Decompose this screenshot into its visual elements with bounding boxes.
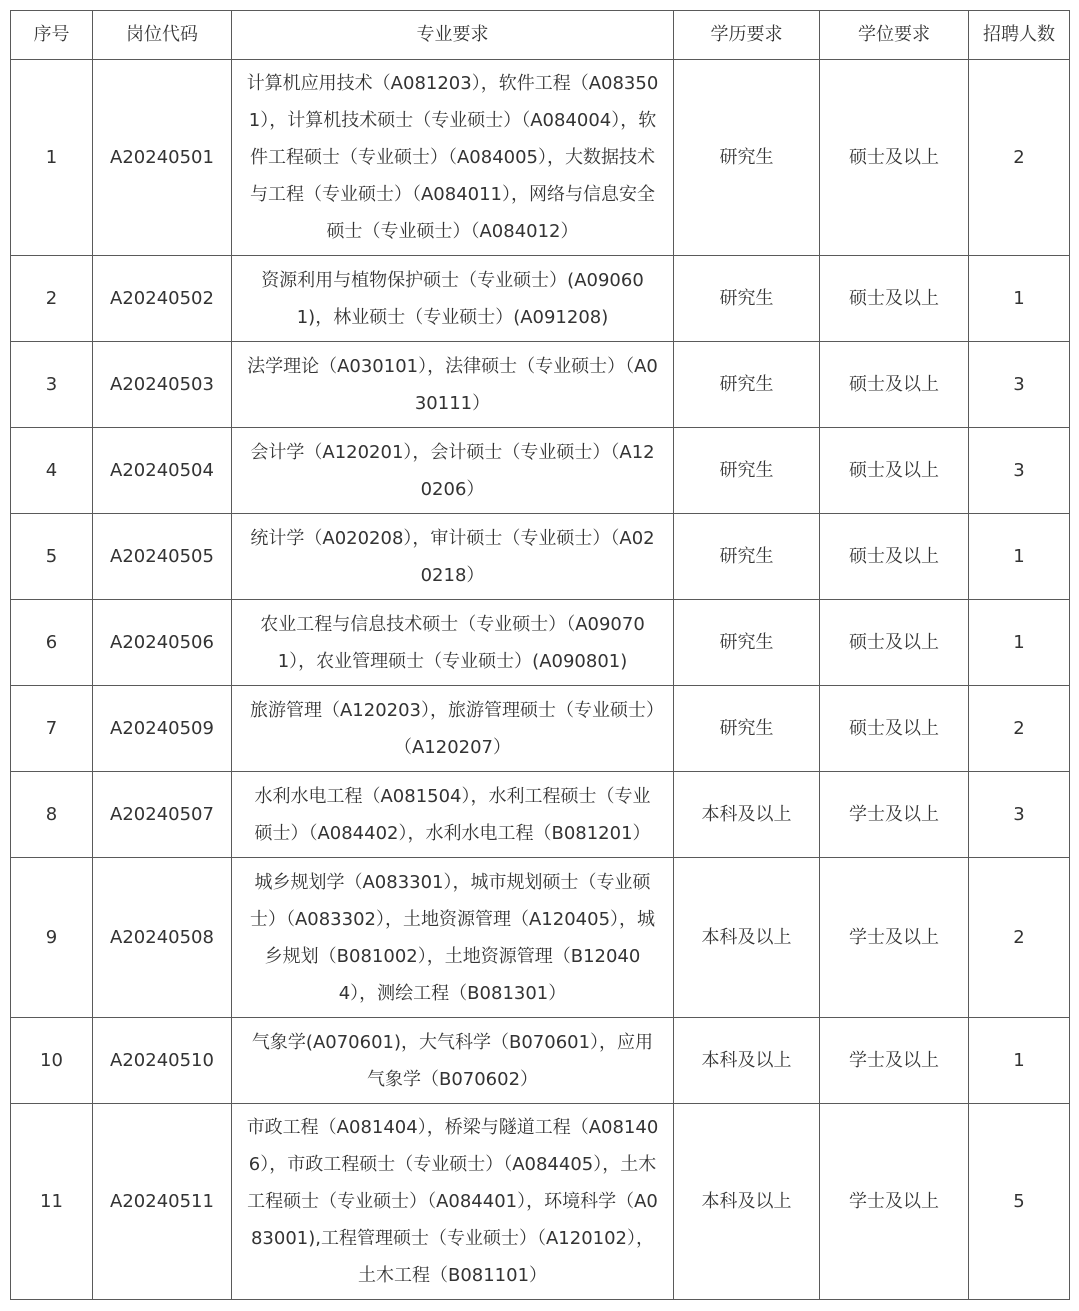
cell-no: 2 bbox=[11, 256, 93, 342]
cell-major: 资源利用与植物保护硕士（专业硕士）(A090601)，林业硕士（专业硕士）(A091208) bbox=[232, 256, 674, 342]
table-row bbox=[11, 514, 1070, 600]
recruitment-table-container bbox=[10, 10, 1069, 1300]
cell-education: 本科及以上 bbox=[674, 1018, 820, 1104]
cell-degree: 学士及以上 bbox=[820, 1018, 969, 1104]
cell-code: A20240509 bbox=[93, 686, 232, 772]
header-degree: 学位要求 bbox=[820, 11, 969, 60]
table-row bbox=[11, 686, 1070, 772]
cell-count: 1 bbox=[969, 256, 1070, 342]
table-header bbox=[11, 11, 1070, 60]
cell-major: 市政工程（A081404），桥梁与隧道工程（A081406），市政工程硕士（专业硕士）（A084405），土木工程硕士（专业硕士）（A084401），环境科学（A083001),工程管理硕士（专业硕士）（A120102），土木工程（B081101） bbox=[232, 1104, 674, 1300]
cell-major: 城乡规划学（A083301），城市规划硕士（专业硕士）（A083302），土地资源管理（A120405），城乡规划（B081002），土地资源管理（B120404），测绘工程（B081301） bbox=[232, 858, 674, 1018]
cell-count: 1 bbox=[969, 600, 1070, 686]
cell-count: 1 bbox=[969, 514, 1070, 600]
cell-no: 1 bbox=[11, 60, 93, 256]
cell-count: 3 bbox=[969, 772, 1070, 858]
cell-degree: 学士及以上 bbox=[820, 858, 969, 1018]
cell-major: 水利水电工程（A081504），水利工程硕士（专业硕士）（A084402），水利水电工程（B081201） bbox=[232, 772, 674, 858]
cell-education: 本科及以上 bbox=[674, 1104, 820, 1300]
cell-no: 3 bbox=[11, 342, 93, 428]
cell-no: 7 bbox=[11, 686, 93, 772]
cell-code: A20240505 bbox=[93, 514, 232, 600]
cell-count: 3 bbox=[969, 428, 1070, 514]
table-row bbox=[11, 858, 1070, 1018]
cell-education: 研究生 bbox=[674, 514, 820, 600]
table-row bbox=[11, 342, 1070, 428]
cell-degree: 硕士及以上 bbox=[820, 60, 969, 256]
header-major: 专业要求 bbox=[232, 11, 674, 60]
cell-no: 9 bbox=[11, 858, 93, 1018]
table-row bbox=[11, 256, 1070, 342]
cell-degree: 学士及以上 bbox=[820, 772, 969, 858]
cell-degree: 硕士及以上 bbox=[820, 686, 969, 772]
cell-count: 5 bbox=[969, 1104, 1070, 1300]
cell-degree: 硕士及以上 bbox=[820, 342, 969, 428]
cell-degree: 学士及以上 bbox=[820, 1104, 969, 1300]
cell-count: 2 bbox=[969, 686, 1070, 772]
cell-code: A20240503 bbox=[93, 342, 232, 428]
cell-education: 研究生 bbox=[674, 600, 820, 686]
recruitment-table bbox=[10, 10, 1070, 1300]
cell-major: 农业工程与信息技术硕士（专业硕士）（A090701），农业管理硕士（专业硕士）(A090801) bbox=[232, 600, 674, 686]
cell-code: A20240511 bbox=[93, 1104, 232, 1300]
cell-no: 11 bbox=[11, 1104, 93, 1300]
cell-code: A20240504 bbox=[93, 428, 232, 514]
cell-no: 5 bbox=[11, 514, 93, 600]
cell-code: A20240510 bbox=[93, 1018, 232, 1104]
header-education: 学历要求 bbox=[674, 11, 820, 60]
cell-count: 2 bbox=[969, 858, 1070, 1018]
cell-code: A20240501 bbox=[93, 60, 232, 256]
cell-education: 本科及以上 bbox=[674, 772, 820, 858]
cell-major: 计算机应用技术（A081203），软件工程（A083501），计算机技术硕士（专业硕士）（A084004），软件工程硕士（专业硕士）（A084005），大数据技术与工程（专业硕士）（A084011），网络与信息安全硕士（专业硕士）（A084012） bbox=[232, 60, 674, 256]
cell-degree: 硕士及以上 bbox=[820, 428, 969, 514]
header-no: 序号 bbox=[11, 11, 93, 60]
cell-code: A20240502 bbox=[93, 256, 232, 342]
cell-no: 8 bbox=[11, 772, 93, 858]
cell-education: 研究生 bbox=[674, 256, 820, 342]
cell-major: 统计学（A020208），审计硕士（专业硕士）（A020218） bbox=[232, 514, 674, 600]
cell-education: 研究生 bbox=[674, 342, 820, 428]
cell-major: 会计学（A120201），会计硕士（专业硕士）（A120206） bbox=[232, 428, 674, 514]
cell-degree: 硕士及以上 bbox=[820, 256, 969, 342]
cell-count: 3 bbox=[969, 342, 1070, 428]
cell-no: 6 bbox=[11, 600, 93, 686]
cell-code: A20240506 bbox=[93, 600, 232, 686]
cell-major: 旅游管理（A120203），旅游管理硕士（专业硕士）（A120207） bbox=[232, 686, 674, 772]
table-row bbox=[11, 428, 1070, 514]
table-body bbox=[11, 60, 1070, 1300]
header-code: 岗位代码 bbox=[93, 11, 232, 60]
cell-education: 研究生 bbox=[674, 60, 820, 256]
cell-code: A20240508 bbox=[93, 858, 232, 1018]
cell-no: 10 bbox=[11, 1018, 93, 1104]
cell-count: 1 bbox=[969, 1018, 1070, 1104]
table-row bbox=[11, 1104, 1070, 1300]
cell-education: 研究生 bbox=[674, 428, 820, 514]
cell-degree: 硕士及以上 bbox=[820, 514, 969, 600]
header-row bbox=[11, 11, 1070, 60]
cell-code: A20240507 bbox=[93, 772, 232, 858]
table-row bbox=[11, 772, 1070, 858]
cell-major: 法学理论（A030101），法律硕士（专业硕士）（A030111） bbox=[232, 342, 674, 428]
cell-count: 2 bbox=[969, 60, 1070, 256]
cell-degree: 硕士及以上 bbox=[820, 600, 969, 686]
table-row bbox=[11, 60, 1070, 256]
cell-no: 4 bbox=[11, 428, 93, 514]
table-row bbox=[11, 1018, 1070, 1104]
cell-education: 研究生 bbox=[674, 686, 820, 772]
header-count: 招聘人数 bbox=[969, 11, 1070, 60]
table-row bbox=[11, 600, 1070, 686]
cell-education: 本科及以上 bbox=[674, 858, 820, 1018]
cell-major: 气象学(A070601)，大气科学（B070601），应用气象学（B070602） bbox=[232, 1018, 674, 1104]
